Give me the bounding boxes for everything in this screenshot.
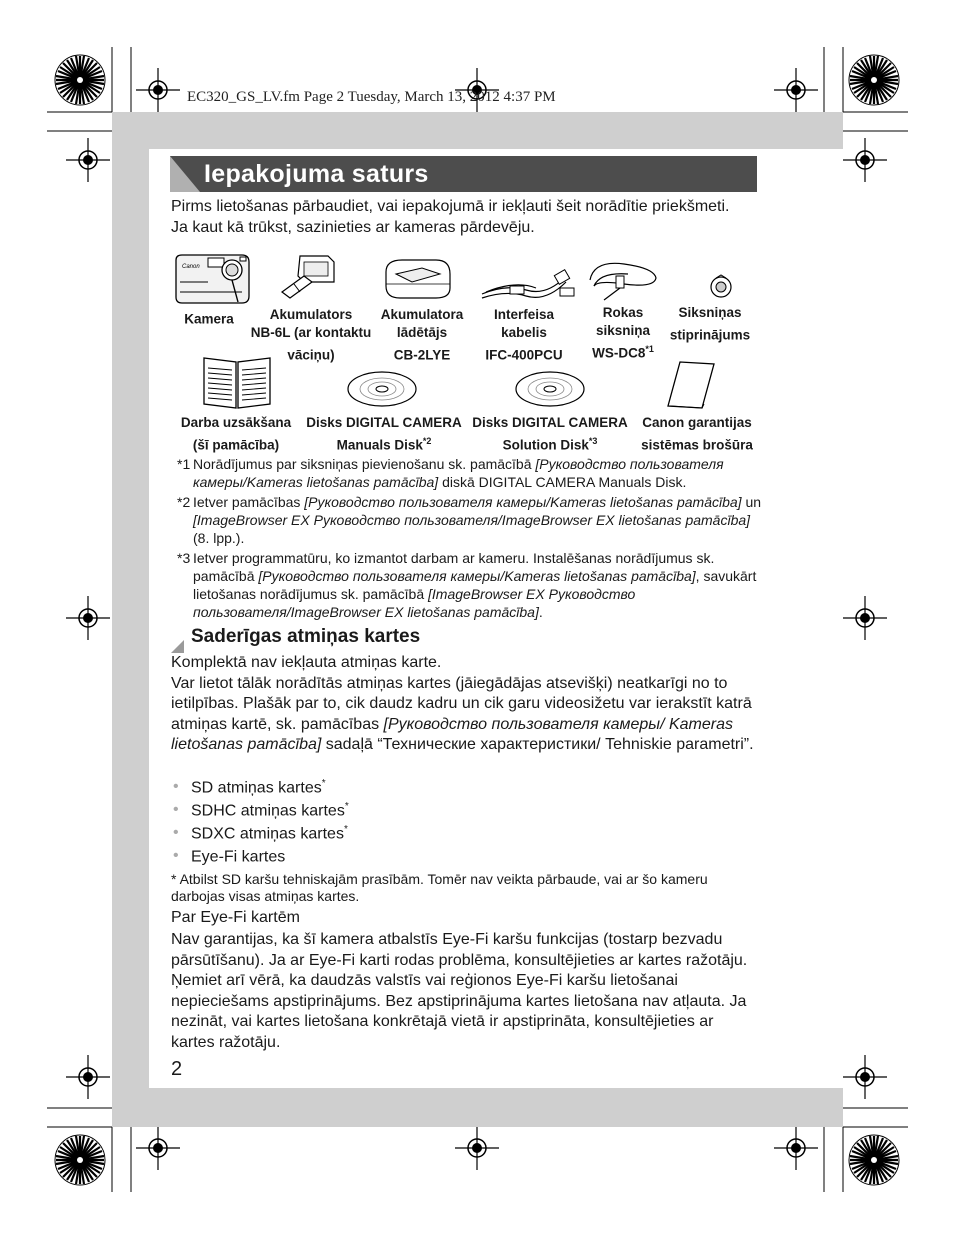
note-ref: [Руководство пользователя камеры/Kameras lietošanas pamācība]	[193, 456, 724, 490]
item-warranty-booklet	[634, 414, 760, 455]
bullet-text: SD atmiņas kartes	[191, 779, 322, 797]
note-3	[177, 549, 767, 621]
list-item	[171, 778, 349, 801]
bullet-icon: •	[173, 801, 179, 818]
note-1	[177, 455, 767, 491]
note-text: Ietver pamācības	[193, 494, 305, 510]
intro-line-2: Ja kaut kā trūkst, sazinieties ar kameras pārdevēju.	[171, 219, 535, 236]
list-item	[171, 801, 349, 824]
item-manuals-disk	[302, 414, 466, 455]
note-text: Ietver programmatūru, ko izmantot darbam ar kameru. Instalēšanas norādījumus sk. pamācībā	[193, 550, 715, 584]
bullet-sup: *	[344, 801, 349, 812]
item-cable	[474, 306, 574, 365]
page-number: 2	[171, 1058, 183, 1080]
section-line-1: Komplektā nav iekļauta atmiņas karte.	[171, 654, 442, 671]
bullet-sup: *	[343, 824, 348, 835]
bullet-text: SDHC atmiņas kartes	[191, 802, 345, 820]
card-footnote: * Atbilst SD karšu tehniskajām prasībām. Tomēr nav veikta pārbaude, vai ar šo kameru darbojas visas atmiņas kartes.	[171, 871, 708, 904]
warranty-booklet-icon	[666, 360, 716, 410]
item-camera	[169, 306, 249, 329]
note-marker: *1	[177, 456, 191, 472]
wrist-strap-icon	[584, 256, 662, 302]
note-ref: [ImageBrowser EX Руководство пользователя/ImageBrowser EX lietošanas pamācība]	[193, 512, 751, 528]
card-list	[171, 778, 349, 870]
para-text: Var lietot tālāk norādītās atmiņas kartes (jāiegādājas atsevišķi) neatkarīgi no to ietilpības. Plašāk par to, cik daudz kadru un cik garu videosižetu var ierakstīt katrā atmiņas kartē, sk. pamācības	[171, 674, 752, 733]
item-sup: *3	[588, 436, 598, 446]
print-header: EC320_GS_LV.fm Page 2 Tuesday, March 13, 2012 4:37 PM	[187, 89, 556, 105]
item-label: Kamera	[184, 311, 234, 327]
solution-disk-icon	[514, 370, 586, 408]
bullet-icon: •	[173, 847, 179, 864]
bullet-text: Eye-Fi kartes	[191, 848, 286, 866]
usb-cable-icon	[476, 262, 576, 306]
para-text: sadaļā “Технические характеристики/ Tehniskie parametri”.	[321, 736, 754, 753]
intro-line-1: Pirms lietošanas pārbaudiet, vai iepakojumā ir iekļauti šeit norādītie priekšmeti.	[171, 198, 730, 215]
bullet-icon: •	[173, 824, 179, 841]
section-triangle-icon	[171, 640, 184, 653]
bullet-text: SDXC atmiņas kartes	[191, 825, 344, 843]
page-title: Iepakojuma saturs	[204, 160, 429, 188]
note-marker: *2	[177, 494, 191, 510]
note-text: Norādījumus par siksniņas pievienošanu sk. pamācībā	[193, 456, 536, 472]
note-text: diskā DIGITAL CAMERA Manuals Disk.	[438, 474, 687, 490]
item-charger	[372, 306, 472, 365]
note-2	[177, 493, 767, 547]
section-title: Saderīgas atmiņas kartes	[191, 626, 421, 647]
item-sup: *2	[422, 436, 432, 446]
item-label: Siksniņas stiprinājums	[669, 305, 751, 343]
item-label: Darba uzsākšana (šī pamācība)	[180, 415, 292, 453]
item-label: Disks DIGITAL CAMERA Manuals Disk	[306, 415, 462, 453]
list-item	[171, 824, 349, 847]
item-label: Akumulatora lādētājs CB-2LYE	[380, 307, 464, 363]
notes	[177, 455, 767, 621]
item-label: Canon garantijas sistēmas brošūra	[641, 415, 753, 453]
manuals-disk-icon	[346, 370, 418, 408]
list-item	[171, 847, 349, 870]
item-strap-mount	[664, 304, 756, 345]
manual-book-icon	[202, 354, 272, 410]
camera-brand: Canon	[182, 264, 200, 270]
eyefi-text: Nav garantijas, ka šī kamera atbalstīs Eye-Fi karšu funkcijas (tostarp bezvadu pārsūtīšanu). Ja ar Eye-Fi karti rodas problēma, konsultējieties ar kartes ražotāju. Ņemiet arī vērā, ka daudzās valstīs vai reģionos Eye-Fi karšu lietošanai nepieciešams apstiprinājums. Bez apstiprinājuma kartes lietošana nav atļauta. Ja nezināt, vai kartes lietošana konkrētajā vietā ir apstiprināta, konsultējieties ar kartes ražotāju.	[171, 931, 748, 1051]
bullet-icon: •	[173, 778, 179, 795]
intro-text	[171, 196, 771, 238]
item-wrist-strap	[578, 304, 668, 363]
item-getting-started	[172, 414, 300, 455]
note-ref: [Руководство пользователя камеры/Kameras lietošanas pamācība]	[258, 568, 696, 584]
item-label: Disks DIGITAL CAMERA Solution Disk	[472, 415, 628, 453]
camera-icon	[172, 252, 252, 306]
note-text: .	[538, 604, 543, 620]
strap-mount-icon	[708, 274, 734, 300]
note-marker: *3	[177, 550, 191, 566]
note-ref: [Руководство пользователя камеры/Kameras lietošanas pamācība]	[304, 494, 742, 510]
item-solution-disk	[468, 414, 632, 455]
section-paragraph	[171, 674, 761, 756]
bullet-sup: *	[321, 778, 326, 789]
section-intro	[171, 653, 761, 756]
note-text: un	[741, 494, 762, 510]
title-triangle-icon	[170, 156, 200, 192]
battery-icon	[278, 252, 338, 304]
para-ref: [Руководство пользователя камеры/ Kameras lietošanas pamācība]	[171, 715, 733, 753]
note-ref: [ImageBrowser EX Руководство пользователя/ImageBrowser EX lietošanas pamācība]	[193, 586, 636, 620]
item-label: Interfeisa kabelis IFC-400PCU	[485, 307, 563, 363]
title-bar	[170, 156, 757, 192]
item-label: Rokas siksniņa WS-DC8	[592, 305, 651, 361]
item-label: Akumulators NB-6L (ar kontaktu vāciņu)	[250, 307, 372, 363]
eyefi-title: Par Eye-Fi kartēm	[171, 909, 300, 926]
charger-icon	[382, 252, 454, 302]
note-text: , savukārt lietošanas norādījumus sk. pamācībā	[193, 568, 757, 602]
item-sup: *1	[645, 344, 654, 354]
note-text: (8. lpp.).	[193, 530, 245, 546]
